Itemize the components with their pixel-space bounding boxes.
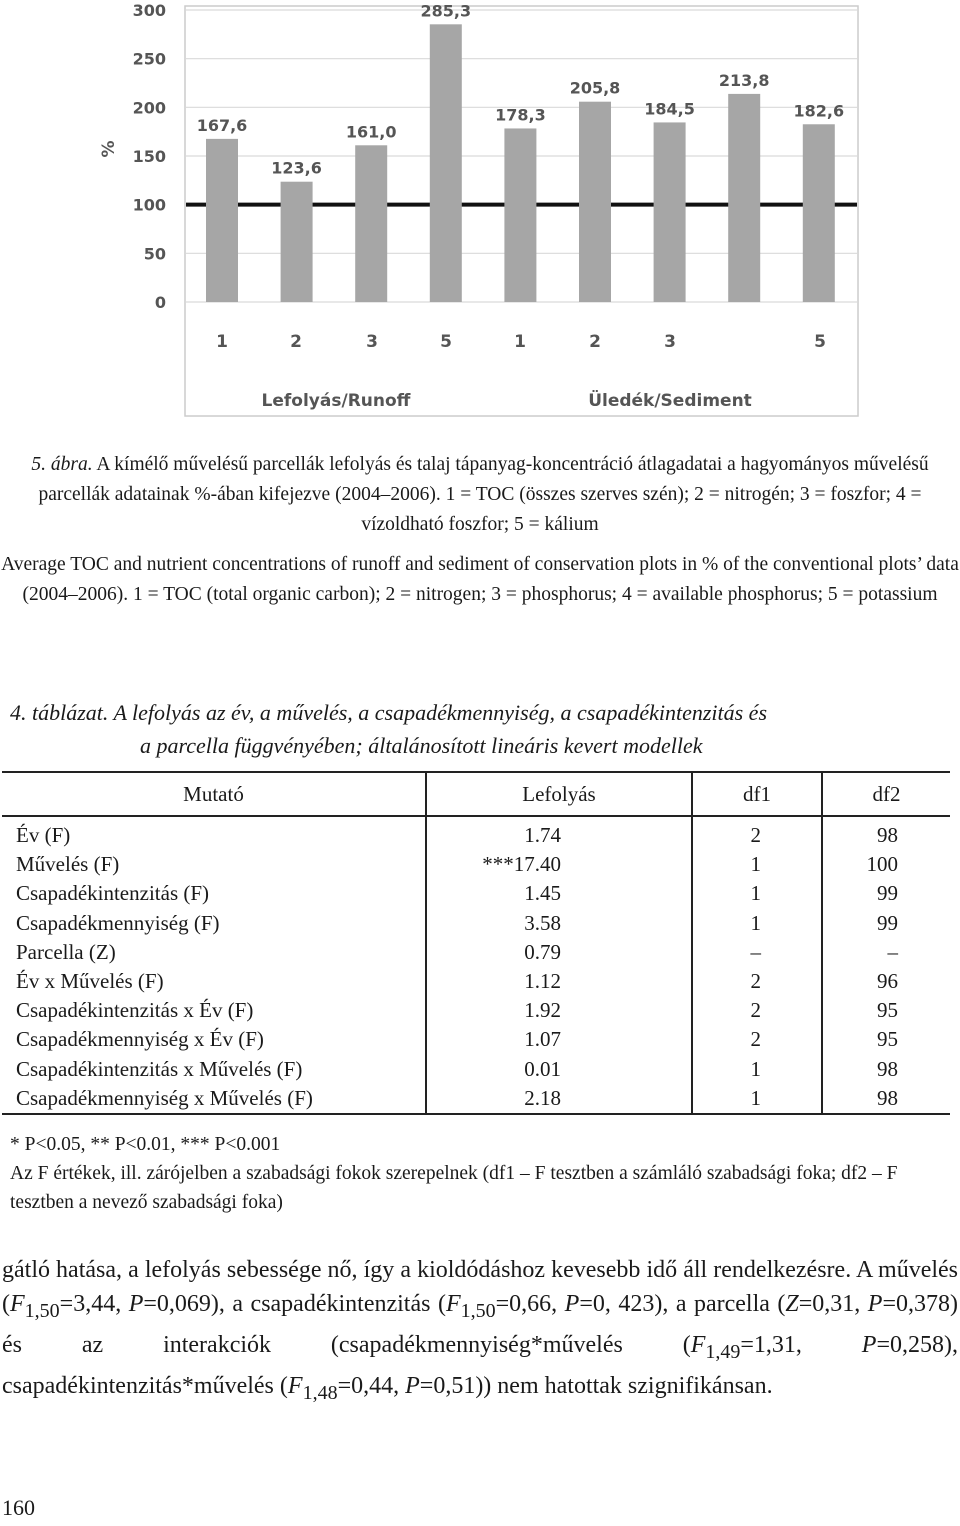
cell-lefolyas: 1.74	[426, 816, 692, 850]
header-df2: df2	[822, 772, 950, 816]
table-row	[2, 938, 950, 967]
y-tick-label: 150	[132, 147, 166, 166]
data-label: 161,0	[345, 122, 397, 142]
f-symbol: F	[287, 1372, 303, 1399]
cell-mutato: Csapadékmennyiség x Művelés (F)	[2, 1084, 426, 1114]
bar	[504, 128, 536, 302]
z-symbol: Z	[785, 1291, 799, 1317]
cell-df1: 2	[692, 996, 822, 1025]
p-symbol: P	[867, 1291, 883, 1317]
cell-df2: 95	[877, 1027, 898, 1052]
bar	[355, 145, 387, 302]
cell-mutato: Csapadékintenzitás x Művelés (F)	[2, 1055, 426, 1084]
y-tick-label: 250	[132, 49, 166, 69]
cell-lefolyas: 3.58	[426, 909, 692, 938]
x-tick-label: 5	[440, 332, 452, 352]
significance-note: * P<0.05, ** P<0.01, *** P<0.001	[10, 1134, 281, 1155]
f-subscript-3: 1,49	[705, 1340, 741, 1363]
y-tick-label: 100	[132, 195, 166, 215]
body-text-11: =0,51)) nem hatottak szignifikánsan.	[419, 1372, 773, 1399]
table-caption-line1: 4. táblázat. A lefolyás az év, a művelés, a csapadékmennyiség, a csapadékintenzitás és	[10, 700, 768, 725]
cell-df2: –	[887, 939, 898, 964]
cell-df1: 1	[692, 909, 822, 938]
cell-mutato: Csapadékintenzitás x Év (F)	[2, 996, 426, 1025]
cell-lefolyas: 1.92	[426, 996, 692, 1025]
figure-caption-hu	[0, 450, 960, 540]
table-row	[2, 967, 950, 996]
body-text-8: =1,31,	[740, 1331, 862, 1358]
x-tick-label: 3	[366, 332, 378, 352]
cell-df2: 98	[877, 823, 898, 848]
body-text-7: =0,378) és az interakciók (csapadékmennyiség*művelés (	[2, 1291, 958, 1358]
x-tick-label: 3	[664, 332, 676, 352]
cell-lefolyas: 2.18	[426, 1084, 692, 1114]
bar	[728, 94, 760, 302]
table-row	[2, 1055, 950, 1084]
body-paragraph	[2, 1253, 958, 1409]
table-notes	[10, 1130, 950, 1217]
cell-lefolyas: 0.79	[426, 938, 692, 967]
bar	[654, 122, 686, 302]
cell-mutato: Művelés (F)	[2, 850, 426, 879]
figure-number: 5. ábra.	[31, 454, 93, 475]
bar-chart-svg	[0, 0, 960, 420]
cell-df2: 98	[877, 1056, 898, 1081]
f-symbol: F	[690, 1331, 706, 1358]
y-tick-label: 200	[132, 98, 166, 118]
cell-mutato: Csapadékintenzitás (F)	[2, 879, 426, 908]
y-tick-labels	[133, 1, 166, 312]
body-text-5: =0, 423), a parcella (	[579, 1291, 786, 1317]
p-symbol: P	[128, 1291, 144, 1317]
body-text-2: =3,44,	[59, 1291, 129, 1317]
p-symbol: P	[564, 1291, 580, 1317]
bar	[430, 24, 462, 302]
figure-caption-en	[0, 550, 960, 610]
body-text-1: gátló hatása, a lefolyás sebessége nő, így a kioldódáshoz kevesebb idő áll rendelkezésre. A művelés (	[2, 1257, 958, 1317]
data-label: 167,6	[196, 115, 248, 135]
cell-df2: 96	[877, 969, 898, 994]
table-row	[2, 850, 950, 879]
cell-df2: 100	[866, 852, 898, 877]
x-tick-label: 1	[514, 332, 526, 352]
y-tick-label: 300	[132, 1, 166, 20]
cell-mutato: Év (F)	[2, 816, 426, 850]
results-table	[2, 771, 950, 1115]
cell-lefolyas: 1.45	[426, 879, 692, 908]
data-label: 123,6	[271, 158, 322, 178]
cell-mutato: Év x Művelés (F)	[2, 967, 426, 996]
cell-df1: 1	[692, 1084, 822, 1114]
figure-caption-hu-text: A kímélő művelésű parcellák lefolyás és talaj tápanyag-koncentráció átlagadatai a hagyományos művelésű parcellák adatainak %-ában kifejezve (2004–2006). 1 = TOC (összes szerves szén); 2 = nitrogén; 3 = foszfor; 4 = vízoldható foszfor; 5 = kálium	[38, 454, 929, 535]
data-label: 285,3	[420, 1, 472, 21]
body-text-10: =0,44,	[337, 1372, 406, 1399]
table-row	[2, 879, 950, 908]
table-row	[2, 996, 950, 1025]
x-tick-label: 5	[814, 332, 826, 352]
f-symbol: F	[10, 1291, 25, 1317]
cell-df1: 2	[692, 816, 822, 850]
cell-mutato: Csapadékmennyiség (F)	[2, 909, 426, 938]
p-symbol: P	[405, 1372, 420, 1399]
cell-mutato: Csapadékmennyiség x Év (F)	[2, 1025, 426, 1054]
page-number: 160	[2, 1495, 35, 1520]
figure-caption-en-text: Average TOC and nutrient concentrations of runoff and sediment of conservation plots in % of the conventional plots’ data (2004–2006). 1 = TOC (total organic carbon); 2 = nitrogen; 3 = phosphorus; 4 = available phosphorus; 5 = potassium	[1, 554, 959, 605]
cell-mutato: Parcella (Z)	[2, 938, 426, 967]
p-symbol: P	[861, 1331, 877, 1358]
cell-df1: –	[692, 938, 822, 967]
explanation-note: Az F értékek, ill. zárójelben a szabadsági fokok szerepelnek (df1 – F tesztben a számláló szabadsági foka; df2 – F tesztben a nevező szabadsági foka)	[10, 1163, 898, 1213]
cell-lefolyas: 1.07	[426, 1025, 692, 1054]
f-symbol: F	[445, 1291, 461, 1317]
data-label: 213,8	[718, 70, 770, 90]
f-subscript-4: 1,48	[302, 1381, 338, 1404]
cell-df2: 95	[877, 998, 898, 1023]
body-text-4: =0,66,	[495, 1291, 565, 1317]
header-lefolyas: Lefolyás	[426, 772, 692, 816]
table-header-row	[2, 772, 950, 816]
cell-lefolyas: 0.01	[426, 1055, 692, 1084]
body-text-9: =0,258), csapadékintenzitás*művelés (	[2, 1331, 958, 1399]
bar	[281, 182, 313, 302]
table-row	[2, 816, 950, 850]
table-caption	[10, 696, 950, 762]
f-subscript-2: 1,50	[460, 1299, 496, 1322]
cell-lefolyas: ***17.40	[426, 850, 692, 879]
data-label: 205,8	[569, 78, 621, 98]
cell-df1: 1	[692, 1055, 822, 1084]
y-tick-label: 50	[143, 244, 166, 264]
y-axis-label: %	[99, 140, 119, 158]
cell-df1: 2	[692, 1025, 822, 1054]
bar	[803, 124, 835, 302]
cell-df1: 1	[692, 879, 822, 908]
x-tick-label: 2	[290, 332, 302, 352]
table-body	[2, 816, 950, 1114]
cell-df2: 98	[822, 1084, 950, 1114]
bar-chart	[0, 0, 960, 420]
cell-lefolyas: 1.12	[426, 967, 692, 996]
cell-df2: 99	[877, 881, 898, 906]
table-row	[2, 1025, 950, 1054]
header-mutato: Mutató	[2, 772, 426, 816]
table-caption-line2: a parcella függvényében; általánosított lineáris kevert modellek	[140, 733, 703, 758]
data-label: 178,3	[495, 105, 546, 125]
cell-df1: 1	[692, 850, 822, 879]
header-df1: df1	[692, 772, 822, 816]
bar	[206, 139, 238, 302]
y-tick-label: 0	[154, 293, 166, 312]
table-row	[2, 909, 950, 938]
cell-df1: 2	[692, 967, 822, 996]
cell-df2: 99	[877, 910, 898, 935]
data-label: 182,6	[793, 101, 845, 121]
bar	[579, 102, 611, 302]
data-label: 184,5	[644, 99, 695, 119]
table-row	[2, 1084, 950, 1114]
group-label-runoff: Lefolyás/Runoff	[261, 391, 411, 411]
f-subscript-1: 1,50	[24, 1299, 60, 1322]
body-text-6: =0,31,	[798, 1291, 868, 1317]
group-label-sediment: Üledék/Sediment	[588, 391, 752, 411]
body-text-3: =0,069), a csapadékintenzitás (	[143, 1291, 446, 1317]
x-tick-label: 2	[589, 332, 601, 352]
x-tick-label: 1	[216, 332, 228, 352]
